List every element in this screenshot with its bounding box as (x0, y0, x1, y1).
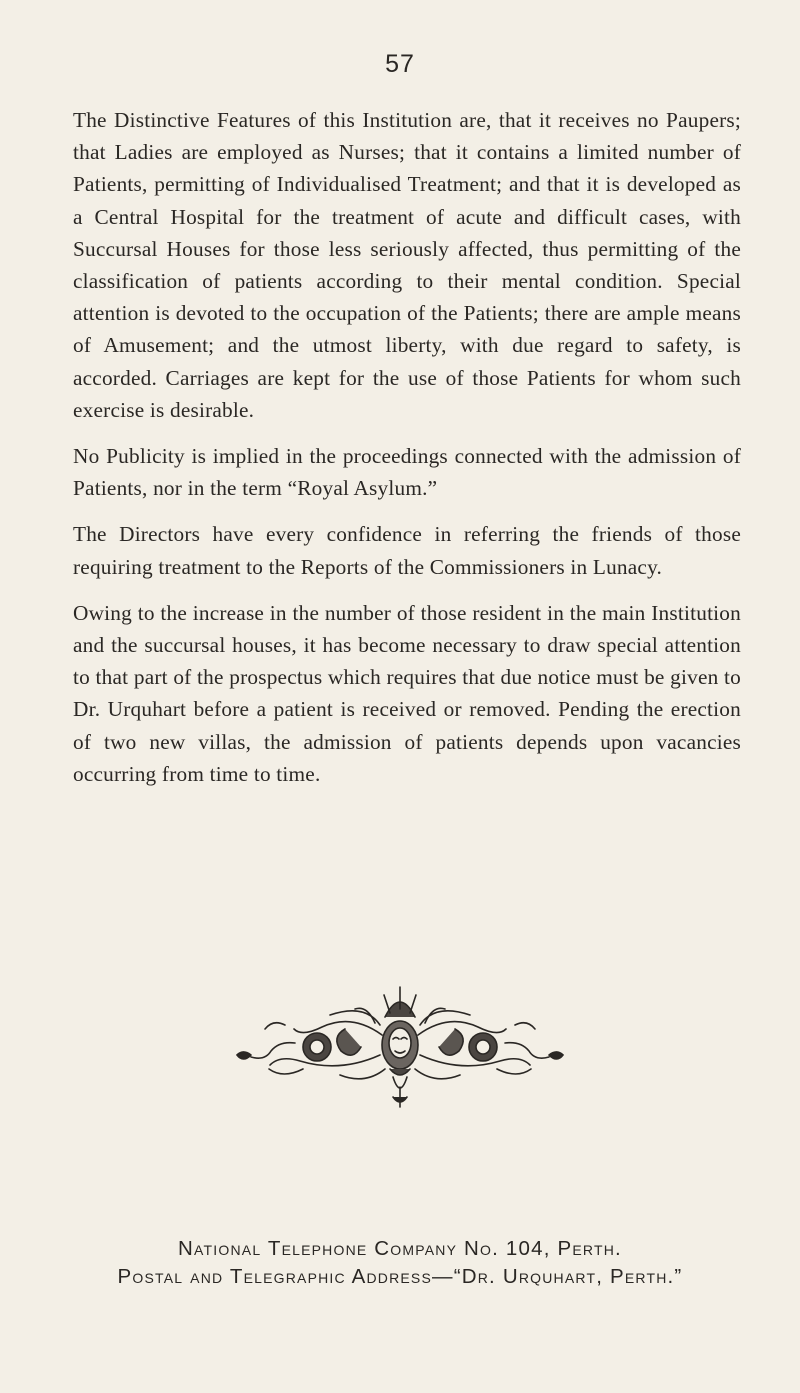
body-text (73, 104, 741, 804)
paragraph-features: The Distinctive Features of this Institution are, that it receives no Paupers; that Ladies are employed as Nurses; that it contains a limited number of Patients, permitting of Individualised Treatment; and that it is developed as a Central Hospital for the treatment of acute and difficult cases, with Succursal Houses for those less seriously affected, thus permitting of the classification of patients according to their mental condition. Special attention is devoted to the occupation of the Patients; there are ample means of Amusement; and the utmost liberty, with due regard to safety, is accorded. Carriages are kept for the use of those Patients for whom such exercise is desirable. (73, 108, 741, 422)
postal-address-line: Postal and Telegraphic Address—“Dr. Urquhart, Perth.” (117, 1265, 683, 1288)
paragraph-publicity: No Publicity is implied in the proceedings connected with the admission of Patients, nor in the term “Royal Asylum.” (73, 444, 741, 501)
paragraph-directors: The Directors have every confidence in referring the friends of those requiring treatment to the Reports of the Commissioners in Lunacy. (73, 522, 741, 579)
footer-contact (0, 1235, 800, 1291)
page-number: 57 (385, 50, 415, 78)
telephone-line: National Telephone Company No. 104, Perth. (178, 1237, 622, 1260)
paragraph-admission-notice: Owing to the increase in the number of those resident in the main Institution and the succursal houses, it has become necessary to draw special attention to that part of the prospectus which requires that due notice must be given to Dr. Urquhart before a patient is received or removed. Pending the erection of two new villas, the admission of patients depends upon vacancies occurring from time to time. (73, 600, 741, 786)
tailpiece-ornament-icon (225, 965, 575, 1115)
